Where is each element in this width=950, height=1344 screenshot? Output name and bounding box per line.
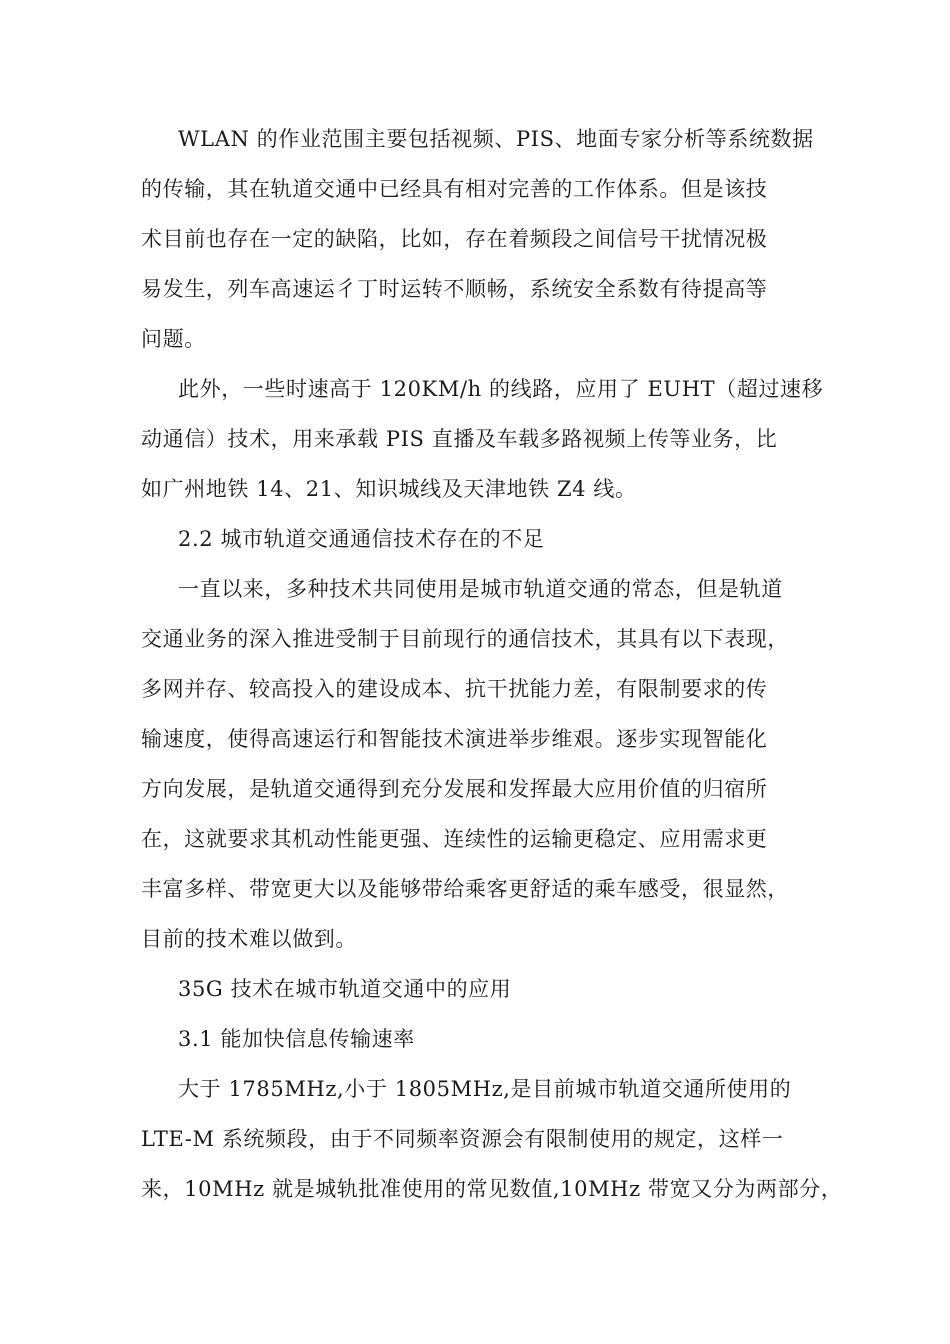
- paragraph-3-line-4: 输速度，使得高速运行和智能技术演进举步维艰。逐步实现智能化: [141, 727, 768, 751]
- paragraph-3-line-8: 目前的技术难以做到。: [141, 927, 357, 951]
- paragraph-3-line-7: 丰富多样、带宽更大以及能够带给乘客更舒适的乘车感受，很显然，: [141, 877, 789, 901]
- paragraph-1-line-5: 问题。: [141, 327, 206, 351]
- paragraph-4-line-3: 来，10MHz 就是城轨批准使用的常见数值,10MHz 带宽又分为两部分，: [141, 1177, 843, 1201]
- paragraph-1-line-1: WLAN 的作业范围主要包括视频、PIS、地面专家分析等系统数据: [178, 127, 814, 151]
- paragraph-1-line-4: 易发生，列车高速运彳丁时运转不顺畅，系统安全系数有待提高等: [141, 277, 768, 301]
- section-heading-2-2: 2.2 城市轨道交通通信技术存在的不足: [178, 527, 545, 551]
- paragraph-3-line-3: 多网并存、较高投入的建设成本、抗干扰能力差，有限制要求的传: [141, 677, 768, 701]
- paragraph-3-line-5: 方向发展，是轨道交通得到充分发展和发挥最大应用价值的归宿所: [141, 777, 768, 801]
- paragraph-2-line-1: 此外，一些时速高于 120KM/h 的线路，应用了 EUHT（超过速移: [178, 377, 824, 401]
- paragraph-1-line-2: 的传输，其在轨道交通中已经具有相对完善的工作体系。但是该技: [141, 177, 768, 201]
- paragraph-1-line-3: 术目前也存在一定的缺陷，比如，存在着频段之间信号干扰情况极: [141, 227, 768, 251]
- paragraph-4-line-2: LTE-M 系统频段，由于不同频率资源会有限制使用的规定，这样一: [141, 1127, 784, 1151]
- paragraph-2-line-2: 动通信）技术，用来承载 PIS 直播及车载多路视频上传等业务，比: [141, 427, 778, 451]
- paragraph-3-line-1: 一直以来，多种技术共同使用是城市轨道交通的常态，但是轨道: [178, 577, 783, 601]
- paragraph-3-line-6: 在，这就要求其机动性能更强、连续性的运输更稳定、应用需求更: [141, 827, 768, 851]
- paragraph-3-line-2: 交通业务的深入推进受制于目前现行的通信技术，其具有以下表现，: [141, 627, 789, 651]
- section-heading-3: 35G 技术在城市轨道交通中的应用: [178, 977, 512, 1001]
- paragraph-4-line-1: 大于 1785MHz,小于 1805MHz,是目前城市轨道交通所使用的: [178, 1077, 792, 1101]
- section-heading-3-1: 3.1 能加快信息传输速率: [178, 1027, 415, 1051]
- paragraph-2-line-3: 如广州地铁 14、21、知识城线及天津地铁 Z4 线。: [141, 477, 637, 501]
